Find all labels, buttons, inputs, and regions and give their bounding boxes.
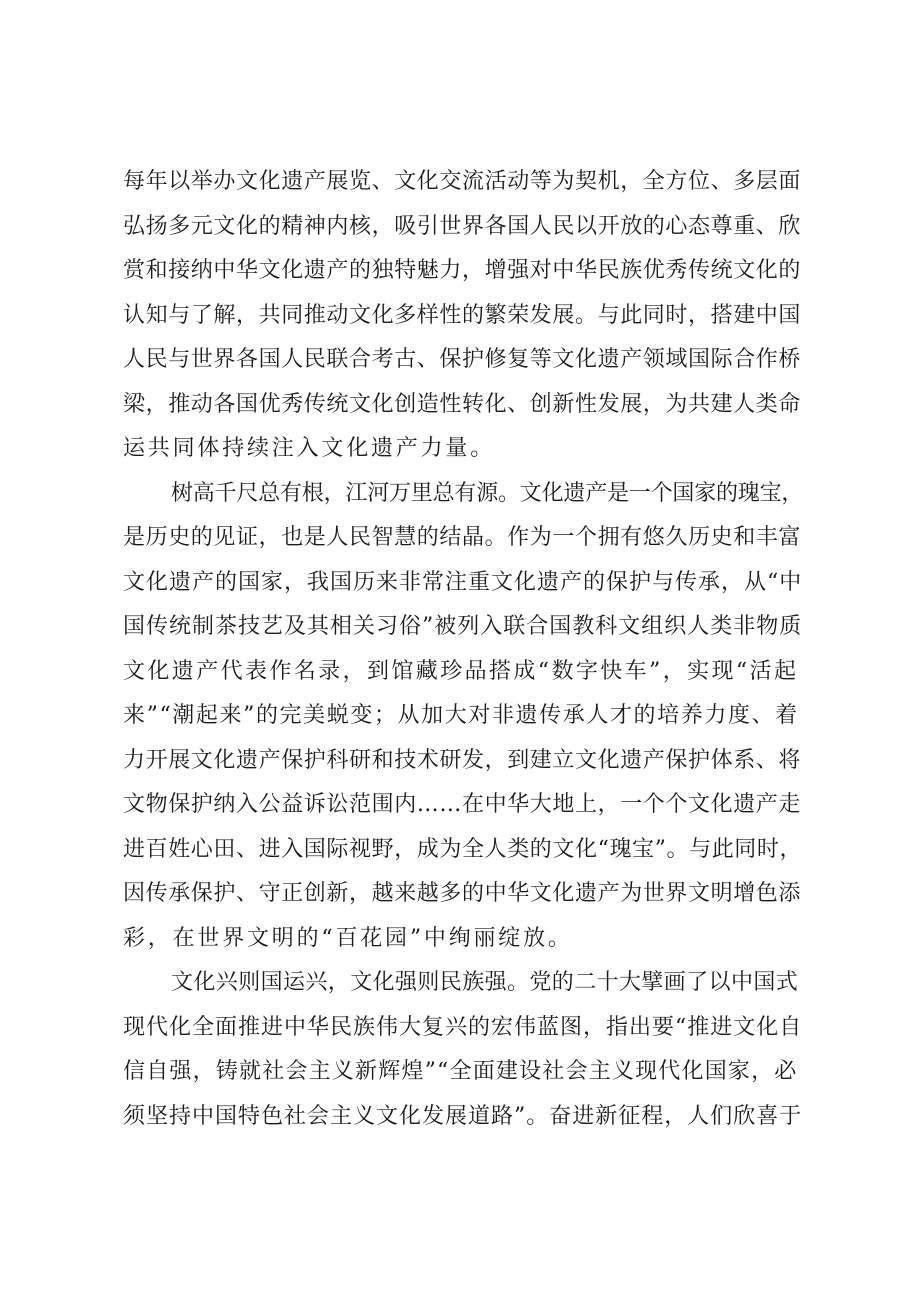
- paragraph-2-line-6: 来”“潮起来”的完美蜕变；从加大对非遗传承人才的培养力度、着: [123, 703, 799, 728]
- paragraph-2-line-5: 文化遗产代表作名录，到馆藏珍品搭成“数字快车”，实现“活起: [123, 658, 799, 684]
- paragraph-2-line-10: 因传承保护、守正创新，越来越多的中华文化遗产为世界文明增色添: [123, 881, 802, 906]
- paragraph-1-line-5: 人民与世界各国人民联合考古、保护修复等文化遗产领域国际合作桥: [123, 347, 802, 372]
- paragraph-1-line-6: 梁，推动各国优秀传统文化创造性转化、创新性发展，为共建人类命: [123, 391, 802, 417]
- paragraph-2-line-8: 文物保护纳入公益诉讼范围内……在中华大地上，一个个文化遗产走: [123, 792, 802, 817]
- paragraph-2-line-7: 力开展文化遗产保护科研和技术研发，到建立文化遗产保护体系、将: [123, 747, 802, 773]
- paragraph-2-line-1: 树高千尺总有根，江河万里总有源。文化遗产是一个国家的瑰宝，: [171, 480, 804, 506]
- body-text: [123, 160, 803, 1139]
- paragraph-1-line-1: 每年以举办文化遗产展览、文化交流活动等为契机，全方位、多层面: [123, 169, 802, 194]
- paragraph-2-line-2: 是历史的见证，也是人民智慧的结晶。作为一个拥有悠久历史和丰富: [123, 525, 802, 550]
- paragraph-1-line-7: 运共同体持续注入文化遗产力量。: [123, 436, 496, 461]
- paragraph-1-line-2: 弘扬多元文化的精神内核，吸引世界各国人民以开放的心态尊重、欣: [123, 213, 802, 239]
- paragraph-1-line-3: 赏和接纳中华文化遗产的独特魅力，增强对中华民族优秀传统文化的: [123, 258, 802, 283]
- paragraph-3-line-4: 须坚持中国特色社会主义文化发展道路”。奋进新征程，人们欣喜于: [123, 1103, 803, 1129]
- paragraph-2-line-11: 彩，在世界文明的“百花园”中绚丽绽放。: [123, 925, 573, 951]
- paragraph-3-line-1: 文化兴则国运兴，文化强则民族强。党的二十大擘画了以中国式: [171, 970, 799, 995]
- paragraph-1-line-4: 认知与了解，共同推动文化多样性的繁荣发展。与此同时，搭建中国: [123, 302, 802, 328]
- paragraph-2-line-4: 国传统制茶技艺及其相关习俗”被列入联合国教科文组织人类非物质: [123, 614, 803, 639]
- paragraph-3-line-2: 现代化全面推进中华民族伟大复兴的宏伟蓝图，指出要“推进文化自: [123, 1014, 803, 1040]
- paragraph-3-line-3: 信自强，铸就社会主义新辉煌”“全面建设社会主义现代化国家，必: [123, 1059, 798, 1084]
- paragraph-2-line-9: 进百姓心田、进入国际视野，成为全人类的文化“瑰宝”。与此同时，: [123, 836, 803, 862]
- paragraph-2-line-3: 文化遗产的国家，我国历来非常注重文化遗产的保护与传承，从“中: [123, 569, 803, 595]
